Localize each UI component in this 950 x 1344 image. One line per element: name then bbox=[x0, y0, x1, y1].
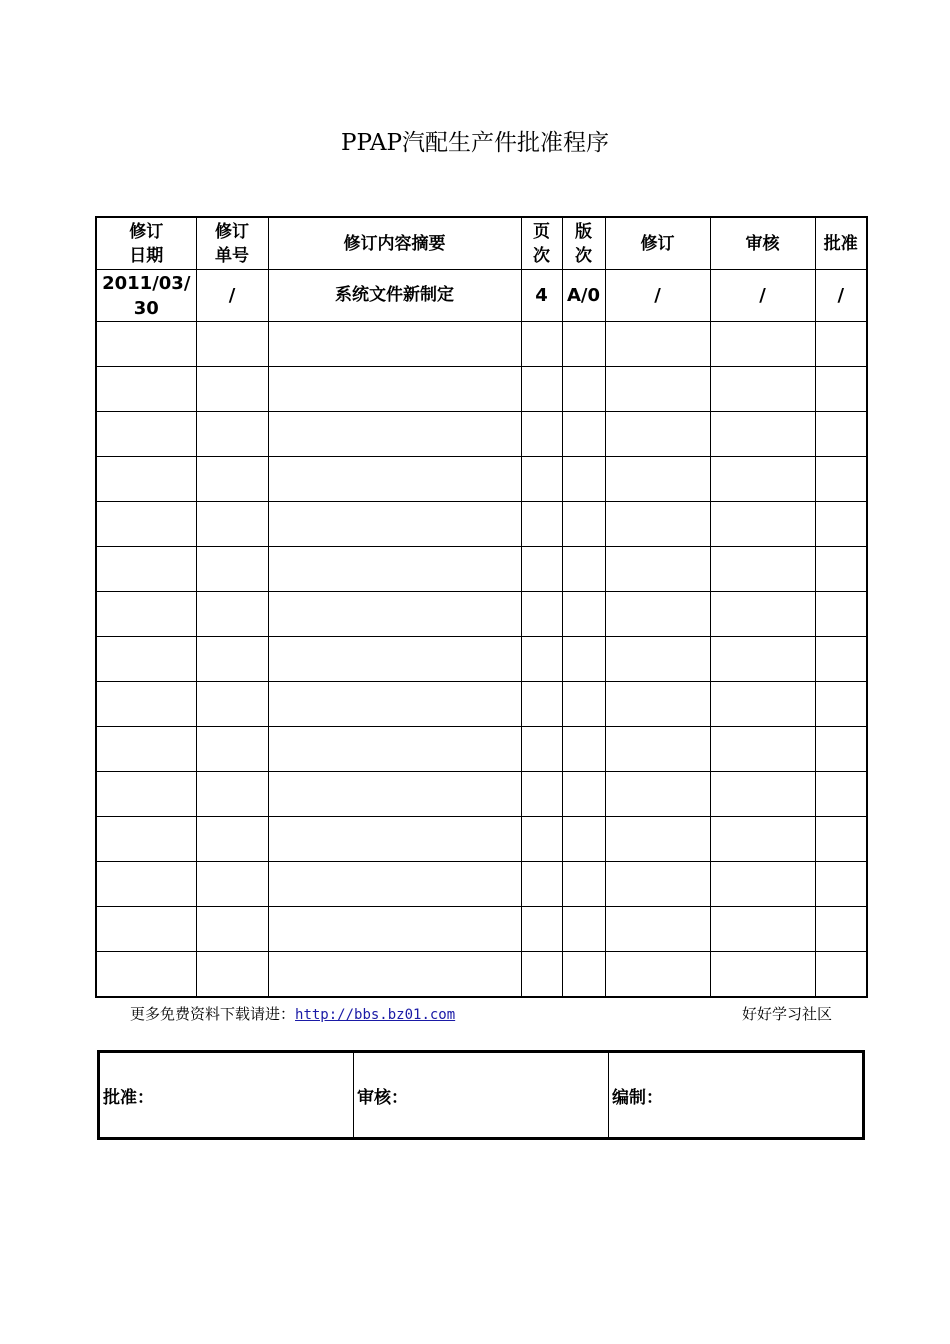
empty-table-row bbox=[96, 952, 867, 998]
empty-cell[interactable] bbox=[710, 592, 815, 637]
empty-cell[interactable] bbox=[268, 592, 521, 637]
header-reviewed-by: 审核 bbox=[710, 217, 815, 270]
empty-cell[interactable] bbox=[562, 682, 605, 727]
header-revision-date: 修订 日期 bbox=[96, 217, 196, 270]
empty-cell[interactable] bbox=[605, 502, 710, 547]
empty-cell[interactable] bbox=[521, 952, 562, 998]
prepare-cell[interactable]: 编制： bbox=[609, 1052, 864, 1139]
cell-version: A/0 bbox=[562, 270, 605, 322]
empty-cell[interactable] bbox=[710, 772, 815, 817]
empty-cell[interactable] bbox=[96, 457, 196, 502]
empty-cell[interactable] bbox=[815, 952, 867, 998]
empty-cell[interactable] bbox=[268, 727, 521, 772]
empty-cell[interactable] bbox=[562, 592, 605, 637]
empty-cell[interactable] bbox=[605, 952, 710, 998]
empty-cell[interactable] bbox=[605, 682, 710, 727]
signoff-table bbox=[97, 1050, 865, 1140]
empty-cell[interactable] bbox=[196, 502, 268, 547]
empty-table-row bbox=[96, 907, 867, 952]
empty-cell[interactable] bbox=[96, 727, 196, 772]
table-header-row bbox=[96, 217, 867, 270]
empty-cell[interactable] bbox=[815, 457, 867, 502]
empty-cell[interactable] bbox=[196, 682, 268, 727]
empty-cell[interactable] bbox=[521, 322, 562, 367]
header-version: 版 次 bbox=[562, 217, 605, 270]
footer-text: 更多免费资料下载请进： bbox=[130, 1005, 296, 1023]
empty-cell[interactable] bbox=[710, 907, 815, 952]
empty-table-row bbox=[96, 412, 867, 457]
empty-cell[interactable] bbox=[710, 952, 815, 998]
empty-cell[interactable] bbox=[96, 907, 196, 952]
header-revised-by: 修订 bbox=[605, 217, 710, 270]
empty-cell[interactable] bbox=[521, 637, 562, 682]
empty-table-row bbox=[96, 592, 867, 637]
empty-table-row bbox=[96, 727, 867, 772]
empty-table-row bbox=[96, 862, 867, 907]
empty-cell[interactable] bbox=[196, 547, 268, 592]
cell-date: 2011/03/ 30 bbox=[96, 270, 196, 322]
empty-cell[interactable] bbox=[521, 457, 562, 502]
empty-cell[interactable] bbox=[815, 547, 867, 592]
empty-cell[interactable] bbox=[521, 817, 562, 862]
footer-link[interactable]: http://bbs.bz01.com bbox=[295, 1007, 456, 1023]
empty-cell[interactable] bbox=[815, 367, 867, 412]
empty-table-row bbox=[96, 547, 867, 592]
empty-cell[interactable] bbox=[710, 682, 815, 727]
empty-cell[interactable] bbox=[96, 862, 196, 907]
empty-cell[interactable] bbox=[268, 412, 521, 457]
empty-cell[interactable] bbox=[562, 637, 605, 682]
empty-cell[interactable] bbox=[268, 367, 521, 412]
empty-cell[interactable] bbox=[710, 457, 815, 502]
footer-note bbox=[130, 1003, 835, 1025]
empty-cell[interactable] bbox=[605, 457, 710, 502]
empty-cell[interactable] bbox=[196, 772, 268, 817]
empty-cell[interactable] bbox=[196, 457, 268, 502]
empty-cell[interactable] bbox=[521, 367, 562, 412]
empty-cell[interactable] bbox=[96, 322, 196, 367]
empty-table-row bbox=[96, 772, 867, 817]
empty-cell[interactable] bbox=[196, 907, 268, 952]
footer-right-text: 好好学习社区 bbox=[741, 1005, 832, 1023]
empty-cell[interactable] bbox=[521, 862, 562, 907]
document-title: PPAP汽配生产件批准程序 bbox=[341, 130, 609, 156]
empty-cell[interactable] bbox=[562, 907, 605, 952]
empty-cell[interactable] bbox=[710, 862, 815, 907]
empty-cell[interactable] bbox=[268, 457, 521, 502]
cell-page: 4 bbox=[521, 270, 562, 322]
empty-cell[interactable] bbox=[521, 412, 562, 457]
empty-cell[interactable] bbox=[815, 862, 867, 907]
empty-cell[interactable] bbox=[605, 412, 710, 457]
empty-table-row bbox=[96, 817, 867, 862]
empty-cell[interactable] bbox=[521, 592, 562, 637]
empty-cell[interactable] bbox=[815, 637, 867, 682]
empty-cell[interactable] bbox=[268, 772, 521, 817]
empty-cell[interactable] bbox=[815, 682, 867, 727]
empty-cell[interactable] bbox=[562, 862, 605, 907]
cell-number: / bbox=[196, 270, 268, 322]
empty-cell[interactable] bbox=[196, 637, 268, 682]
cell-revised-by: / bbox=[605, 270, 710, 322]
empty-cell[interactable] bbox=[710, 322, 815, 367]
empty-cell[interactable] bbox=[196, 862, 268, 907]
empty-cell[interactable] bbox=[710, 367, 815, 412]
cell-approved-by: / bbox=[815, 270, 867, 322]
empty-cell[interactable] bbox=[268, 502, 521, 547]
empty-cell[interactable] bbox=[96, 682, 196, 727]
empty-cell[interactable] bbox=[268, 952, 521, 998]
empty-cell[interactable] bbox=[710, 727, 815, 772]
empty-table-row bbox=[96, 502, 867, 547]
empty-cell[interactable] bbox=[196, 322, 268, 367]
empty-cell[interactable] bbox=[562, 322, 605, 367]
empty-cell[interactable] bbox=[815, 907, 867, 952]
empty-cell[interactable] bbox=[521, 907, 562, 952]
empty-table-row bbox=[96, 637, 867, 682]
empty-cell[interactable] bbox=[605, 367, 710, 412]
empty-cell[interactable] bbox=[521, 682, 562, 727]
empty-cell[interactable] bbox=[605, 862, 710, 907]
empty-cell[interactable] bbox=[96, 817, 196, 862]
empty-cell[interactable] bbox=[562, 547, 605, 592]
empty-cell[interactable] bbox=[96, 952, 196, 998]
empty-cell[interactable] bbox=[605, 907, 710, 952]
revision-history-table bbox=[95, 216, 868, 998]
empty-cell[interactable] bbox=[710, 547, 815, 592]
empty-table-row bbox=[96, 457, 867, 502]
empty-cell[interactable] bbox=[521, 772, 562, 817]
empty-cell[interactable] bbox=[562, 412, 605, 457]
empty-cell[interactable] bbox=[196, 817, 268, 862]
header-approved-by: 批准 bbox=[815, 217, 867, 270]
empty-cell[interactable] bbox=[710, 412, 815, 457]
empty-cell[interactable] bbox=[605, 727, 710, 772]
empty-cell[interactable] bbox=[268, 817, 521, 862]
empty-table-row bbox=[96, 367, 867, 412]
empty-cell[interactable] bbox=[562, 457, 605, 502]
cell-reviewed-by: / bbox=[710, 270, 815, 322]
empty-cell[interactable] bbox=[815, 412, 867, 457]
empty-cell[interactable] bbox=[268, 907, 521, 952]
empty-cell[interactable] bbox=[96, 592, 196, 637]
empty-cell[interactable] bbox=[562, 817, 605, 862]
review-cell[interactable]: 审核： bbox=[354, 1052, 609, 1139]
empty-cell[interactable] bbox=[521, 547, 562, 592]
empty-cell[interactable] bbox=[268, 547, 521, 592]
empty-cell[interactable] bbox=[815, 727, 867, 772]
empty-cell[interactable] bbox=[562, 367, 605, 412]
footer-left bbox=[130, 1003, 455, 1024]
empty-cell[interactable] bbox=[562, 772, 605, 817]
table-row bbox=[96, 270, 867, 322]
empty-cell[interactable] bbox=[196, 952, 268, 998]
empty-cell[interactable] bbox=[710, 637, 815, 682]
empty-cell[interactable] bbox=[815, 772, 867, 817]
header-revision-number: 修订 单号 bbox=[196, 217, 268, 270]
empty-cell[interactable] bbox=[815, 592, 867, 637]
approve-cell[interactable]: 批准： bbox=[99, 1052, 354, 1139]
empty-cell[interactable] bbox=[815, 502, 867, 547]
empty-cell[interactable] bbox=[605, 772, 710, 817]
empty-cell[interactable] bbox=[605, 817, 710, 862]
empty-cell[interactable] bbox=[196, 367, 268, 412]
empty-table-row bbox=[96, 322, 867, 367]
empty-cell[interactable] bbox=[196, 412, 268, 457]
cell-summary: 系统文件新制定 bbox=[268, 270, 521, 322]
empty-cell[interactable] bbox=[710, 502, 815, 547]
empty-cell[interactable] bbox=[268, 322, 521, 367]
header-page: 页 次 bbox=[521, 217, 562, 270]
empty-cell[interactable] bbox=[815, 322, 867, 367]
empty-cell[interactable] bbox=[96, 637, 196, 682]
empty-cell[interactable] bbox=[96, 412, 196, 457]
empty-table-row bbox=[96, 682, 867, 727]
empty-cell[interactable] bbox=[196, 592, 268, 637]
empty-cell[interactable] bbox=[96, 772, 196, 817]
empty-cell[interactable] bbox=[605, 547, 710, 592]
empty-cell[interactable] bbox=[562, 727, 605, 772]
empty-cell[interactable] bbox=[605, 322, 710, 367]
empty-cell[interactable] bbox=[96, 502, 196, 547]
empty-cell[interactable] bbox=[521, 502, 562, 547]
empty-cell[interactable] bbox=[96, 547, 196, 592]
empty-cell[interactable] bbox=[268, 637, 521, 682]
empty-cell[interactable] bbox=[815, 817, 867, 862]
empty-cell[interactable] bbox=[562, 502, 605, 547]
empty-cell[interactable] bbox=[710, 817, 815, 862]
header-revision-summary: 修订内容摘要 bbox=[268, 217, 521, 270]
empty-cell[interactable] bbox=[268, 862, 521, 907]
empty-cell[interactable] bbox=[521, 727, 562, 772]
empty-cell[interactable] bbox=[605, 592, 710, 637]
empty-cell[interactable] bbox=[268, 682, 521, 727]
empty-cell[interactable] bbox=[96, 367, 196, 412]
empty-cell[interactable] bbox=[562, 952, 605, 998]
empty-cell[interactable] bbox=[196, 727, 268, 772]
empty-cell[interactable] bbox=[605, 637, 710, 682]
